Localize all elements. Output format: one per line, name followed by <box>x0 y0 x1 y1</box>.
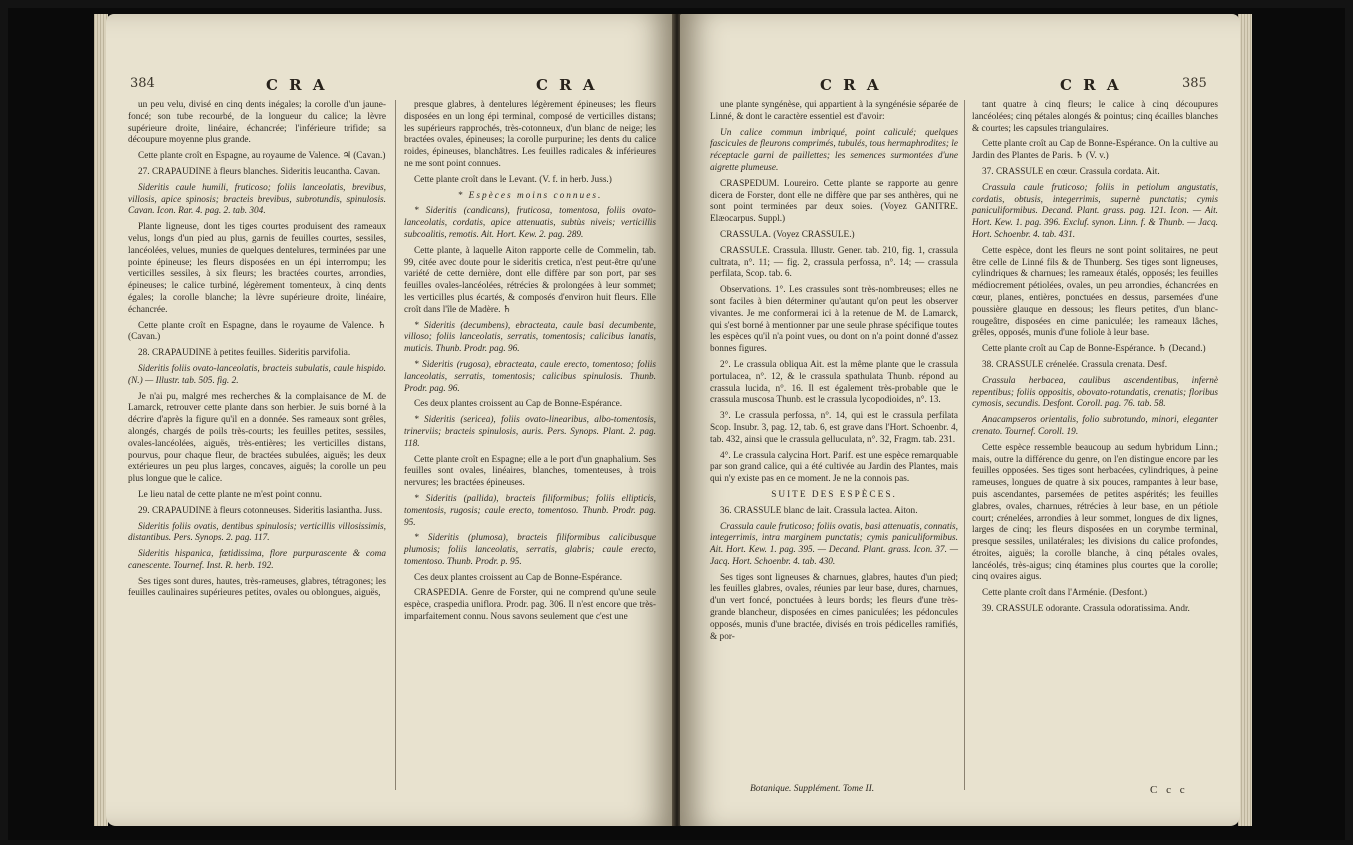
paragraph: Ces deux plantes croissent au Cap de Bonne-Espérance. <box>414 572 623 583</box>
running-header-left: C R A <box>820 76 882 94</box>
paragraph: Cette plante croît en Espagne, au royaume de Valence. ♃ (Cavan.) <box>138 151 386 162</box>
paragraph: * Sideritis (candicans), fruticosa, tomentosa, foliis ovato-lanceolatis, cordatis, apice attenuatis, subtùs niveis; verticillis subcoalitis, remotis. Ait. Hort. Kew. 2. pag. 289. <box>404 206 656 240</box>
column-right <box>972 100 1218 620</box>
paragraph: Cette plante croît au Cap de Bonne-Espérance. On la cultive au Jardin des Plantes de Paris. ♄ (V. v.) <box>972 139 1218 162</box>
paragraph: Cette plante croît en Espagne, dans le royaume de Valence. ♄ (Cavan.) <box>128 320 386 343</box>
paragraph: Cette espèce, dont les fleurs ne sont point solitaires, ne peut être celle de Linné fils & de Thunberg. Ses tiges sont ligneuses, cylindriques & charnues; les rameaux étalés, opposés; les feuilles médiocrement pétiolées, ovales, un peu arrondies, échancrées en cœur, planes, entières, ponctuées en dessus, parsemées d'une poussière glauque en dessous; les fleurs petites, d'un blanc-rougeâtre, disposées en cime paniculée; les rameaux lâches, grêles, opposés, munis d'une foliole à leur base. <box>972 245 1218 339</box>
paragraph: Sideritis hispanica, fætidissima, flore purpurascente & coma canescente. Tournef. Inst. R. herb. 192. <box>128 549 386 571</box>
paragraph: Cette espèce ressemble beaucoup au sedum hybridum Linn.; mais, outre la différence du genre, on l'en distingue encore par les feuilles opposées. Ses tiges sont herbacées, cylindriques, à peine rameuses, longues de quatre à six pouces, rampantes à leur base, puis ascendantes, parsemées de petites aspérités; les feuilles glabres, ovales, charnues, rétrécies à leur base, en un pétiole court; crénelées, arrondies à leur sommet, longues de dix lignes, larges de cinq; les fleurs disposées en un corymbe terminal, presque sessiles, unilatérales; les divisions du calice profondes, étroites, aiguës; la corolle blanche, à cinq pétales ovales, lancéolés, très-aigus; cinq étamines plus courtes que la corolle; cinq ovaires aigus. <box>972 442 1218 583</box>
paragraph: un peu velu, divisé en cinq dents inégales; la corolle d'un jaune-foncé; son tube recourbé, de la longueur du calice; la lèvre supérieure droite, linéaire, échancrée; l'inférieure trifide; sa découpure moyenne plus grande. <box>128 100 386 146</box>
running-header-right: C R A <box>536 76 598 94</box>
paragraph: Sideritis caule humili, fruticoso; foliis lanceolatis, brevibus, villosis, apice spinosis; bracteis brevibus, subrotundis, spinulosis. Cavan. Icon. Rar. 4. pag. 2. tab. 304. <box>128 182 386 217</box>
paragraph: Sideritis foliis ovatis, dentibus spinulosis; verticillis villosissimis, distantibus. Pers. Synops. 2. pag. 117. <box>128 521 386 544</box>
paragraph: Cette plante croît au Cap de Bonne-Espérance. ♄ (Decand.) <box>982 344 1206 355</box>
running-header-left: C R A <box>266 76 328 94</box>
paragraph: Cette plante croît dans le Levant. (V. f. in herb. Juss.) <box>414 174 612 185</box>
paragraph: Un calice commun imbriqué, point caliculé; quelques fascicules de fleurons comprimés, tubulés, tous hermaphrodites; le réceptacle garni de paillettes; les semences surmontées d'une aigrette plumeuse. <box>710 127 958 173</box>
paragraph: CRASSULA. (Voyez CRASSULE.) <box>720 229 855 240</box>
paragraph: * Sideritis (rugosa), ebracteata, caule erecto, tomentoso; foliis lanceolatis, serratis, tomentosis; calicibus spinulosis. Thunb. Prodr. pag. 96. <box>404 359 656 394</box>
paragraph: Cette plante, à laquelle Aiton rapporte celle de Commelin, tab. 99, citée avec doute pour le sideritis cretica, n'est peut-être qu'une variété de cette dernière, dont elle diffère par son port, par ses feuilles ovales-lancéolées, rétrécies & prolongées à leur sommet; les verticilles plus écartés, & composés d'environ huit fleurs. Elle croît dans l'île de Madère. ♄ <box>404 245 656 315</box>
column-rule <box>395 100 396 790</box>
paragraph: * Sideritis (decumbens), ebracteata, caule basi decumbente, villoso; foliis lanceolatis, serratis, tomentosis; calicibus lanatis, muticis. Thunb. Prodr. pag. 96. <box>404 320 656 355</box>
paragraph: 36. CRASSULE blanc de lait. Crassula lactea. Aiton. <box>720 505 918 516</box>
running-header-right: C R A <box>1060 76 1122 94</box>
section-heading: SUITE DES ESPÈCES. <box>771 489 897 500</box>
paragraph: 27. CRAPAUDINE à fleurs blanches. Sideritis leucantha. Cavan. <box>138 166 381 177</box>
paragraph: Cette plante croît en Espagne; elle a le port d'un gnaphalium. Ses feuilles sont ovales, linéaires, blanches, tomenteuses, à trois nervures; les bractées épineuses. <box>404 454 656 489</box>
signature-mark: C c c <box>1150 784 1188 796</box>
paragraph: 37. CRASSULE en cœur. Crassula cordata. Ait. <box>982 166 1160 177</box>
paragraph: 28. CRAPAUDINE à petites feuilles. Sideritis parvifolia. <box>138 348 351 359</box>
paragraph: Crassula caule fruticoso; foliis in petiolum angustatis, cordatis, obtusis, integerrimis, supernè punctatis; cymis paniculiformibus. Decand. Plant. grass. pag. 121. Icon. — Ait. Hort. Kew. 1. pag. 396. Excluf. synon. Linn. f. & Thunb. — Jacq. Hort. Schoenbr. 4. tab. 431. <box>972 182 1218 240</box>
paragraph: Observations. 1°. Les crassules sont très-nombreuses; elles ne sont faciles à bien déterminer qu'autant qu'on peut les observer vivantes. Je me conformerai ici à la retenue de M. de Lamarck, qui s'est borné à mentionner par une seule phrase spécifique toutes les espèces qu'il n'a point vues, ou dont on n'a point donné d'assez bonnes figures. <box>710 285 958 355</box>
column-left <box>710 100 958 647</box>
paragraph: Crassula herbacea, caulibus ascendentibus, infernè repentibus; foliis oppositis, obovato-rotundatis, crenatis; floribus cymosis, secundis. Desfont. Coroll. pag. 76. tab. 58. <box>972 375 1218 410</box>
paragraph: CRASPEDUM. Loureiro. Cette plante se rapporte au genre dicera de Forster, dont elle ne diffère que par ses anthères, qui ne sont point terminées par deux soies. (Voyez GANITRE. Elæocarpus. Suppl.) <box>710 178 958 225</box>
paragraph: Cette plante croît dans l'Arménie. (Desfont.) <box>982 588 1148 599</box>
paragraph: presque glabres, à dentelures légèrement épineuses; les fleurs disposées en un long épi terminal, composé de verticilles distans; les supérieurs rapprochés, très-cotonneux, d'un blanc de neige; les bractées ovales, épineuses; la corolle purpurine; les dents du calice roides, épineuses, blanchâtres. Les feuilles radicales & inférieures ne me sont point connues. <box>404 100 656 169</box>
paragraph: une plante syngénèse, qui appartient à la syngénésie séparée de Linné, & dont le caractère essentiel est d'avoir: <box>710 100 958 122</box>
paragraph: Ses tiges sont dures, hautes, très-rameuses, glabres, tétragones; les feuilles caulinaires supérieures petites, ovales ou oblongues, aiguës, <box>128 576 386 599</box>
paragraph: 3°. Le crassula perfossa, n°. 14, qui est le crassula perfilata Scop. Insubr. 3, pag. 12, tab. 6, est grave dans l'Hort. Schoenbr. 4, tab. 432, ainsi que le crassula gelluculata, n°. 32, Fragm. tab. 231. <box>710 411 958 445</box>
paragraph: 2°. Le crassula obliqua Ait. est la même plante que le crassula portulacea, n°. 12, & le crassula spathulata Thunb. répond au crassula lucida, n°. 16. Il est également très-probable que le crassula muscosa Thunb. est le crassula lycopodioides, n°. 13. <box>710 359 958 406</box>
paragraph: CRASPEDIA. Genre de Forster, qui ne comprend qu'une seule espèce, craspedia uniflora. Prodr. pag. 306. Il n'est encore que très-imparfaitement connu. Nous savons seulement que c'est une <box>404 588 656 623</box>
column-rule <box>964 100 965 790</box>
paragraph: CRASSULE. Crassula. Illustr. Gener. tab. 210, fig. 1, crassula cultrata, n°. 11; — fig. 2, crassula perfossa, n°. 14; — crassula perfilata, Scop. tab. 6. <box>710 245 958 280</box>
paragraph: 29. CRAPAUDINE à fleurs cotonneuses. Sideritis lasiantha. Juss. <box>138 505 383 516</box>
column-left <box>128 100 386 604</box>
paragraph: Plante ligneuse, dont les tiges courtes produisent des rameaux velus, longs d'un pied au plus, garnis de feuilles courtes, sessiles, lancéolées, velues, munies de quelques dentelures, terminées par une pointe épineuse; les fleurs disposées en un épi interrompu; les verticilles sessiles, à six fleurs; les bractées courtes, arrondies, épineuses; le calice turbiné, légèrement tomenteux, à cinq dents égales; la corolle blanche; la lèvre supérieure droite, linéaire, échancrée. <box>128 222 386 315</box>
paragraph: Ses tiges sont ligneuses & charnues, glabres, hautes d'un pied; les feuilles glabres, ovales, réunies par leur base, dures, charnues, d'un vert foncé, ponctuées à leurs bords; les fleurs d'une très-grande blancheur, disposées en cimes paniculées; les pédoncules opposés, munis d'une bractée, divisés en trois pédicelles ramifiés, & por- <box>710 572 958 642</box>
page-footer: Botanique. Supplément. Tome II. <box>750 784 875 794</box>
page-number: 384 <box>130 76 155 91</box>
page-number: 385 <box>1182 76 1207 91</box>
page-edges-right <box>1238 14 1252 826</box>
paragraph: 39. CRASSULE odorante. Crassula odoratissima. Andr. <box>982 604 1190 615</box>
paragraph: Ces deux plantes croissent au Cap de Bonne-Espérance. <box>414 399 623 410</box>
paragraph: 4°. Le crassula calycina Hort. Parif. est une espèce remarquable par son grand calice, qui a été cultivée au Jardin des Plantes, mais qui n'y existe pas en ce moment. Je ne la connois pas. <box>710 450 958 485</box>
section-heading: * Espèces moins connues. <box>457 190 603 201</box>
paragraph: Anacampseros orientalis, folio subrotundo, minori, eleganter crenato. Tournef. Coroll. 19. <box>972 415 1218 437</box>
paragraph: Je n'ai pu, malgré mes recherches & la complaisance de M. de Lamarck, retrouver cette plante dans son herbier. Je suis borné à la décrire d'après la figure qu'il en a donnée. Ses rameaux sont grêles, alongés, chargés de poils très-courts; les feuilles petites, sessiles, ovales-lancéolées, aiguës, très-entières; les verticilles distans, pourvus, pour chaque fleur, de bractées subulées, aiguës; les deux extérieures un peu plus larges, concaves, aiguës; la corolle un peu plus longue que le calice. <box>128 391 386 485</box>
column-right <box>404 100 656 628</box>
paragraph: Crassula caule fruticoso; foliis ovatis, basi attenuatis, connatis, integerrimis, intra marginem punctatis; cymis paniculiformibus. Ait. Hort. Kew. 1. pag. 395. — Decand. Plant. grass. Icon. 37. — Jacq. Hort. Schoenbr. 4. tab. 430. <box>710 521 958 567</box>
paragraph: tant quatre à cinq fleurs; le calice à cinq découpures lancéolées; cinq pétales alongés & pointus; cinq écailles blanches & courtes; les capsules triangulaires. <box>972 100 1218 134</box>
paragraph: Le lieu natal de cette plante ne m'est point connu. <box>138 489 322 500</box>
paragraph: 38. CRASSULE crénelée. Crassula crenata. Desf. <box>982 359 1168 370</box>
paragraph: Sideritis foliis ovato-lanceolatis, bracteis subulatis, caule hispido. (N.) — Illustr. tab. 505. fig. 2. <box>128 363 386 386</box>
paragraph: * Sideritis (plumosa), bracteis filiformibus calicibusque plumosis; foliis lanceolatis, serratis, glabris; caule erecto, tomentoso. Thunb. Prodr. p. 95. <box>404 533 656 567</box>
paragraph: * Sideritis (sericea), foliis ovato-linearibus, albo-tomentosis, trinerviis; bracteis spinulosis, auris. Pers. Synops. Plant. 2. pag. 118. <box>404 415 656 449</box>
left-page <box>106 14 674 826</box>
right-page <box>680 14 1240 826</box>
paragraph: * Sideritis (pallida), bracteis filiformibus; foliis ellipticis, tomentosis, rugosis; caule erecto, tomentoso. Thunb. Prodr. pag. 95. <box>404 493 656 528</box>
